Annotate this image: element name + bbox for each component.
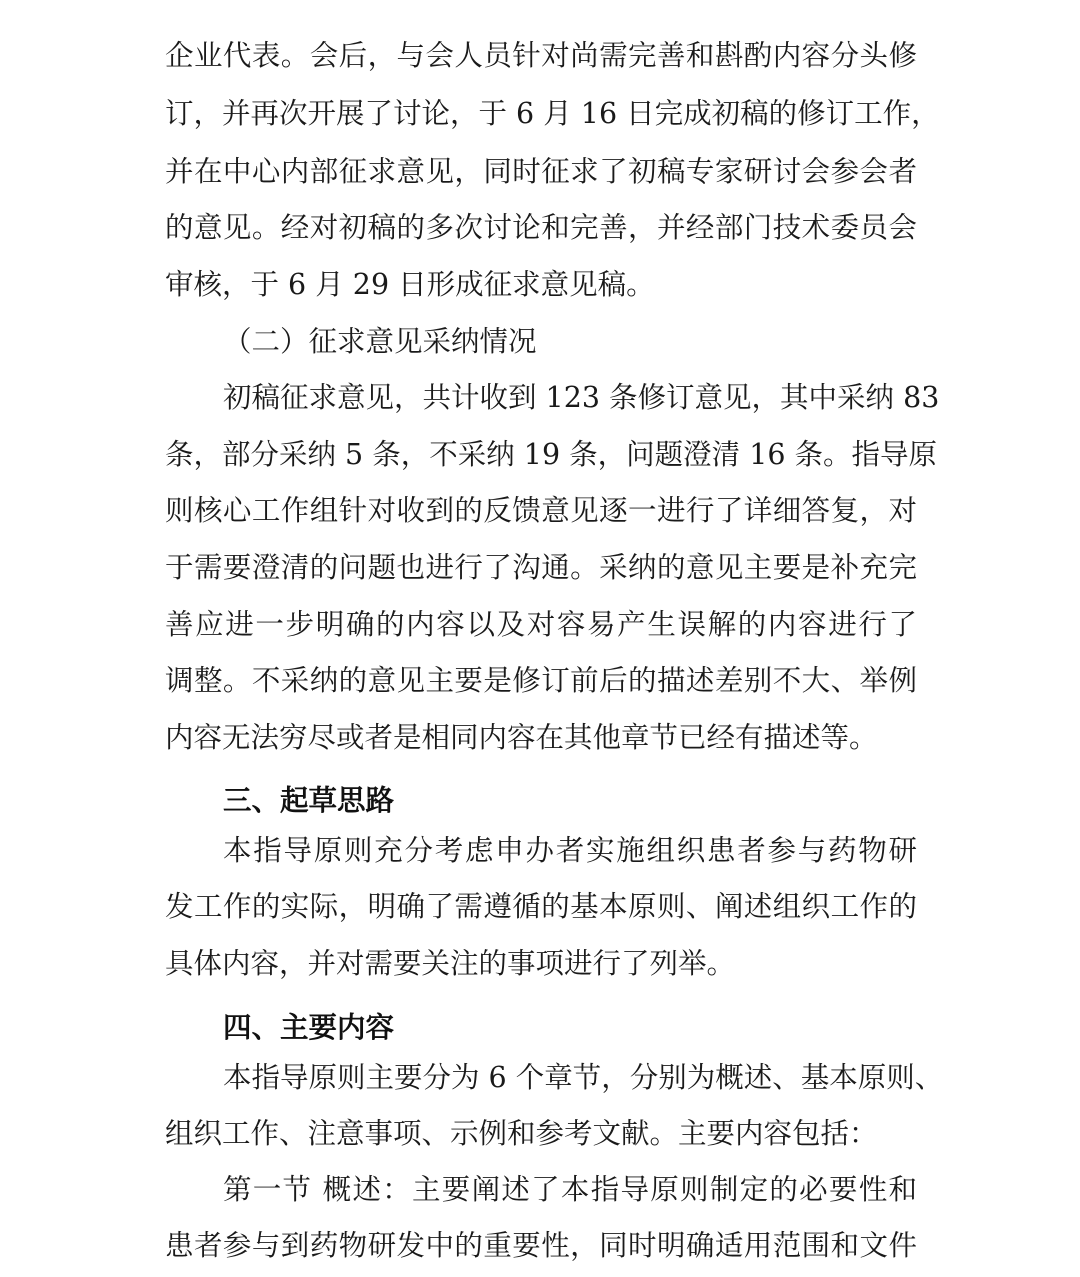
text-line: 企业代表。会后，与会人员针对尚需完善和斟酌内容分头修 [165,39,917,72]
text-line: 则核心工作组针对收到的反馈意见逐一进行了详细答复，对 [165,494,917,527]
text-line: 条，部分采纳 5 条，不采纳 19 条，问题澄清 16 条。指导原 [165,438,938,471]
text-line: 组织工作、注意事项、示例和参考文献。主要内容包括： [165,1117,878,1150]
text-line: 初稿征求意见，共计收到 123 条修订意见，其中采纳 83 [223,381,940,414]
section-heading: 三、起草思路 [223,784,395,817]
text-line: 内容无法穷尽或者是相同内容在其他章节已经有描述等。 [165,721,878,754]
text-line: 调整。不采纳的意见主要是修订前后的描述差别不大、举例 [165,664,917,697]
text-line: 的意见。经对初稿的多次讨论和完善，并经部门技术委员会 [165,211,917,244]
text-line: 善应进一步明确的内容以及对容易产生误解的内容进行了 [165,608,917,641]
text-line: 审核，于 6 月 29 日形成征求意见稿。 [165,268,655,301]
text-line: 本指导原则主要分为 6 个章节，分别为概述、基本原则、 [223,1061,944,1094]
text-line: 具体内容，并对需要关注的事项进行了列举。 [165,947,736,980]
section-heading: 四、主要内容 [223,1011,395,1044]
text-line: 订，并再次开展了讨论，于 6 月 16 日完成初稿的修订工作， [165,97,940,130]
text-line: 发工作的实际，明确了需遵循的基本原则、阐述组织工作的 [165,890,917,923]
text-line: 患者参与到药物研发中的重要性，同时明确适用范围和文件 [165,1229,917,1262]
text-line: 并在中心内部征求意见，同时征求了初稿专家研讨会参会者 [165,155,917,188]
text-line: 本指导原则充分考虑申办者实施组织患者参与药物研 [223,834,917,867]
text-line: 于需要澄清的问题也进行了沟通。采纳的意见主要是补充完 [165,551,917,584]
subsection-title: （二）征求意见采纳情况 [223,325,537,358]
text-line: 第一节 概述：主要阐述了本指导原则制定的必要性和 [223,1173,917,1206]
